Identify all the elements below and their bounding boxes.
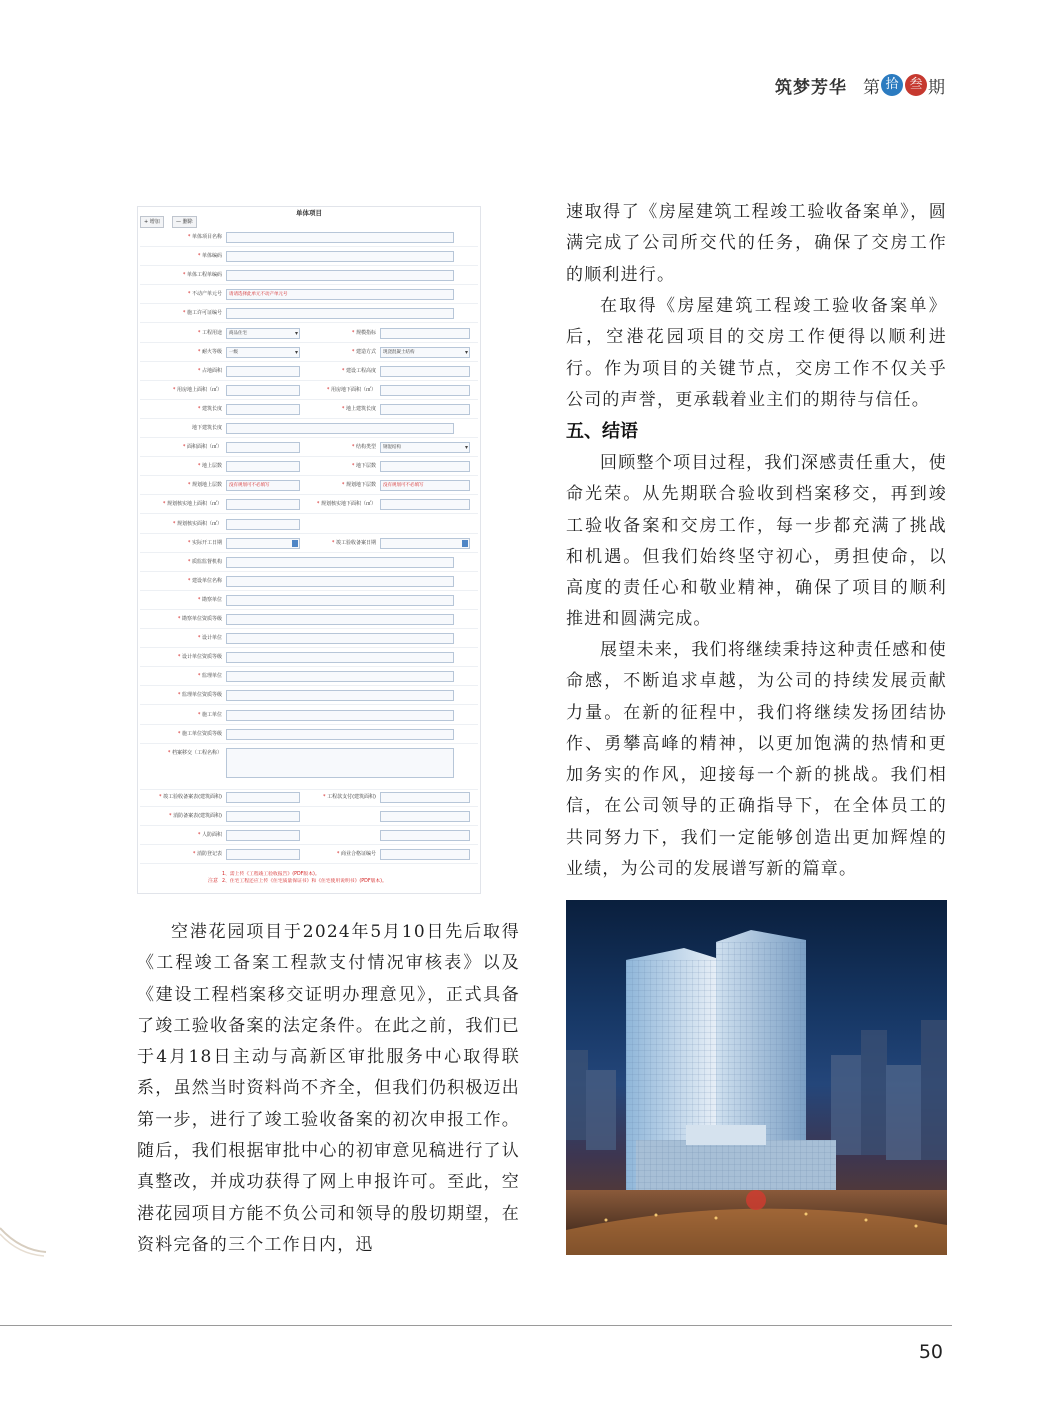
form-note-line-1: 1、需上传《工程竣工验收报告》(PDF版本)。 — [222, 872, 320, 877]
required-mark: * — [187, 577, 192, 584]
required-mark: * — [197, 673, 202, 680]
form-row — [140, 305, 478, 323]
form-field-input — [380, 830, 470, 841]
form-field-label-text: 规划地上层数 — [191, 482, 222, 489]
form-field-input — [226, 461, 300, 472]
form-row — [140, 267, 478, 285]
form-field-label-text: 用房地下面积（㎡） — [330, 386, 376, 393]
building-photo — [566, 900, 947, 1255]
form-field-label — [306, 405, 376, 412]
form-field-input — [380, 461, 470, 472]
required-mark: * — [197, 831, 202, 838]
right-paragraph-1: 速取得了《房屋建筑工程竣工验收备案单》，圆满完成了公司所交代的任务，确保了交房工作的顺利进行。 — [566, 202, 947, 285]
form-field-label-text: 用房地上面积（㎡） — [176, 386, 222, 393]
form-field-label-text: 地下层数 — [355, 463, 376, 470]
form-field-label — [140, 500, 222, 507]
form-row — [140, 439, 478, 457]
form-field-input: 请请选择此单元不动产单元号 — [226, 289, 454, 300]
form-field-input — [226, 538, 300, 549]
form-field-label-text: 竣工验收备案表(建筑面积) — [163, 793, 222, 800]
form-row — [140, 745, 478, 790]
form-field-label — [140, 424, 222, 431]
footer-rule — [0, 1325, 952, 1326]
form-field-label — [140, 634, 222, 641]
form-field-label-text: 结构类型 — [355, 444, 376, 451]
required-mark: * — [177, 654, 182, 661]
required-mark: * — [197, 348, 202, 355]
form-field-label — [306, 367, 376, 374]
form-field-input: 钢混结构 ▾ — [380, 442, 470, 453]
decorative-swoosh — [0, 1220, 48, 1260]
form-row — [140, 808, 478, 826]
required-mark: * — [177, 616, 182, 622]
required-mark: * — [192, 851, 197, 857]
remove-button: — 删除 — [172, 216, 197, 228]
form-field-label — [140, 386, 222, 393]
form-field-label — [306, 850, 376, 857]
form-row — [140, 668, 478, 686]
issue-suffix: 期 — [928, 77, 945, 98]
form-field-label-text: 建设单位名称 — [191, 577, 222, 584]
form-field-label-text: 工程用途 — [201, 329, 222, 336]
form-row — [140, 229, 478, 247]
form-field-input — [226, 557, 454, 568]
form-field-label — [140, 539, 222, 546]
form-row — [140, 611, 478, 629]
form-field-input — [380, 366, 470, 377]
form-field-input — [380, 811, 470, 822]
form-field-label — [140, 367, 222, 374]
form-row — [140, 516, 478, 534]
required-mark: * — [336, 851, 341, 857]
form-field-label-text: 竣工验收备案日期 — [335, 539, 376, 546]
form-field-input — [380, 792, 470, 803]
building-illustration — [566, 900, 947, 1255]
form-field-label — [306, 329, 376, 336]
required-mark: * — [197, 463, 202, 470]
required-mark: * — [172, 520, 177, 527]
form-field-label-text: 单体工程单编码 — [186, 272, 222, 279]
form-field-label-text: 单体项目名称 — [191, 234, 222, 240]
form-field-label-text: 设计单位资质等级 — [181, 654, 222, 661]
form-field-input — [226, 792, 300, 803]
form-field-input — [226, 366, 300, 377]
form-field-label — [306, 539, 376, 546]
required-mark: * — [182, 272, 187, 279]
form-field-input — [226, 811, 300, 822]
issue-number — [863, 73, 945, 98]
form-field-input — [226, 595, 454, 606]
required-mark: * — [197, 253, 202, 260]
form-field-label — [140, 812, 222, 819]
form-field-label — [306, 443, 376, 450]
form-field-input — [380, 328, 470, 339]
add-button: + 增加 — [140, 216, 164, 228]
form-title: 单体项目 — [296, 209, 322, 217]
form-field-label — [140, 577, 222, 584]
required-mark: * — [341, 405, 346, 412]
form-field-label — [140, 462, 222, 469]
form-row — [140, 827, 478, 845]
required-mark: * — [162, 501, 167, 508]
required-mark: * — [197, 405, 202, 412]
left-paragraph: 空港花园项目于2024年5月10日先后取得《工程竣工备案工程款支付情况审核表》以及《建设工程档案移交证明办理意见》，正式具备了竣工验收备案的法定条件。在此之前，我们已于4月18日主动与高新区审批服务中心取得联系，虽然当时资料尚不齐全，但我们仍积极迈出第一步，进行了竣工验收备案的初次申报工作。随后，我们根据审批中心的初审意见稿进行了认真整改，并成功获得了网上申报许可。至此，空港花园项目方能不负公司和领导的殷切期望，在资料完备的三个工作日内，迅 — [137, 922, 520, 1255]
form-field-label-text: 单体编码 — [201, 253, 222, 260]
required-mark: * — [351, 444, 356, 451]
page-number: 50 — [918, 1341, 943, 1363]
form-row — [140, 382, 478, 400]
form-field-label-text: 人防面积 — [201, 831, 222, 838]
form-field-label-text: 地下建筑长度 — [191, 425, 222, 431]
form-field-input — [380, 385, 470, 396]
form-field-label-text: 规模指标 — [355, 329, 376, 336]
form-field-label-text: 消防登记表 — [196, 851, 222, 857]
form-field-input — [226, 729, 454, 740]
required-mark: * — [187, 539, 192, 546]
form-field-label — [306, 500, 376, 507]
form-field-label — [140, 850, 222, 857]
issue-char-1: 拾 — [881, 74, 903, 96]
form-field-label-text: 施工许可证编号 — [186, 310, 222, 317]
form-field-label-text: 监理单位资质等级 — [181, 692, 222, 699]
form-field-label-text: 不动产单元号 — [191, 291, 222, 298]
form-screenshot — [137, 206, 481, 894]
form-field-label — [140, 520, 222, 527]
form-row — [140, 846, 478, 864]
form-field-label — [140, 730, 222, 737]
form-field-label-text: 占地面积 — [201, 367, 222, 374]
form-field-label-text: 规划核实面积（㎡） — [176, 520, 222, 527]
form-field-label-text: 面积面积（㎡） — [186, 444, 222, 451]
form-row — [140, 573, 478, 591]
form-row — [140, 630, 478, 648]
form-row — [140, 344, 478, 362]
form-field-input — [226, 270, 454, 281]
form-field-label — [140, 558, 222, 565]
form-field-label — [140, 233, 222, 240]
required-mark: * — [187, 482, 192, 489]
required-mark: * — [182, 444, 187, 451]
form-field-input — [226, 830, 300, 841]
form-row — [140, 458, 478, 476]
form-field-label — [140, 831, 222, 838]
form-field-label — [140, 749, 222, 756]
form-row — [140, 592, 478, 610]
form-field-input — [226, 423, 454, 434]
form-field-label — [140, 309, 222, 316]
form-field-input — [226, 404, 300, 415]
required-mark: * — [159, 793, 164, 800]
form-field-label-text: 勘察单位资质等级 — [181, 616, 222, 622]
form-row — [140, 496, 478, 514]
form-field-label — [140, 653, 222, 660]
page-header — [775, 70, 945, 100]
form-row — [140, 401, 478, 419]
required-mark: * — [187, 558, 192, 565]
required-mark: * — [351, 348, 356, 355]
form-field-label — [306, 462, 376, 469]
form-field-input — [226, 499, 300, 510]
form-field-label-text: 商业合格证编号 — [340, 851, 376, 857]
form-field-label — [306, 348, 376, 355]
form-field-input — [226, 748, 454, 778]
form-row — [140, 726, 478, 744]
form-field-label-text: 建筑长度 — [201, 405, 222, 412]
form-field-input — [380, 538, 470, 549]
form-note-label: 注意 — [208, 878, 219, 884]
required-mark: * — [197, 711, 202, 718]
required-mark: * — [187, 234, 192, 240]
required-mark: * — [167, 749, 172, 756]
form-field-input: 现浇混凝土结构 ▾ — [380, 347, 470, 358]
form-field-label-text: 规划核实地上面积（㎡） — [166, 501, 222, 508]
issue-prefix: 第 — [863, 77, 880, 98]
form-field-label — [140, 348, 222, 355]
form-row — [140, 687, 478, 705]
form-field-label — [140, 691, 222, 698]
form-field-label — [140, 329, 222, 336]
form-field-label-text: 设计单位 — [201, 635, 222, 642]
form-field-input — [226, 690, 454, 701]
required-mark: * — [351, 463, 356, 470]
form-field-label — [140, 481, 222, 488]
required-mark: * — [326, 386, 331, 393]
form-field-input — [226, 576, 454, 587]
required-mark: * — [341, 367, 346, 374]
form-field-input — [226, 232, 454, 243]
form-field-label-text: 实际开工日期 — [191, 539, 222, 546]
form-field-input — [226, 308, 454, 319]
form-field-label — [140, 405, 222, 412]
form-field-input — [380, 404, 470, 415]
form-field-label-text: 规划核实地下面积（㎡） — [320, 501, 376, 508]
form-field-label — [140, 793, 222, 800]
form-row — [140, 477, 478, 495]
required-mark: * — [177, 730, 182, 737]
form-field-label — [140, 596, 222, 603]
form-row — [140, 649, 478, 667]
form-field-input — [226, 442, 300, 453]
required-mark: * — [172, 386, 177, 393]
publication-name: 筑梦芳华 — [775, 77, 847, 98]
form-row — [140, 420, 478, 438]
required-mark: * — [341, 482, 346, 489]
form-note-line-2: 2、住宅工程还应上传《住宅质量保证书》和《住宅使用说明书》(PDF版本)。 — [222, 879, 387, 884]
required-mark: * — [197, 367, 202, 374]
form-field-label-text: 施工单位 — [201, 711, 222, 718]
form-field-label-text: 建造方式 — [355, 348, 376, 355]
form-row — [140, 286, 478, 304]
form-field-label-text: 地上建筑长度 — [345, 405, 376, 412]
form-field-input — [226, 710, 454, 721]
form-row — [140, 554, 478, 572]
form-field-label-text: 建设工程高度 — [345, 367, 376, 374]
form-field-input — [380, 499, 470, 510]
form-field-label — [140, 711, 222, 718]
required-mark: * — [187, 291, 192, 298]
required-mark: * — [177, 692, 182, 699]
form-field-input — [226, 652, 454, 663]
form-field-label-text: 质监监督机构 — [191, 558, 222, 565]
required-mark: * — [316, 501, 321, 508]
form-field-label-text: 消防备案表(建筑面积) — [173, 812, 222, 819]
form-field-input — [226, 671, 454, 682]
form-field-label — [140, 252, 222, 259]
right-paragraph-2: 在取得《房屋建筑工程竣工验收备案单》后，空港花园项目的交房工作便得以顺利进行。作为项目的关键节点，交房工作不仅关乎公司的声誉，更承载着业主们的期待与信任。 — [566, 296, 947, 410]
form-field-label — [306, 481, 376, 488]
form-note — [222, 871, 387, 885]
required-mark: * — [351, 329, 356, 336]
form-field-label — [306, 793, 376, 800]
form-row — [140, 363, 478, 381]
form-field-label — [140, 443, 222, 450]
form-field-label — [140, 271, 222, 278]
form-row — [140, 707, 478, 725]
right-paragraph-4: 展望未来，我们将继续秉持这种责任感和使命感，不断追求卓越，为公司的持续发展贡献力量。在新的征程中，我们将继续发扬团结协作、勇攀高峰的精神，以更加饱满的热情和更加务实的作风，迎接每一个新的挑战。我们相信，在公司领导的正确指导下，在全体员工的共同努力下，我们一定能够创造出更加辉煌的业绩，为公司的发展谱写新的篇章。 — [566, 640, 947, 880]
required-mark: * — [323, 793, 328, 800]
form-field-input: 没有规划可不必填写 — [380, 480, 470, 491]
form-field-label-text: 档案移交（工程名称） — [171, 749, 222, 756]
form-field-label — [140, 290, 222, 297]
right-paragraph-3: 回顾整个项目过程，我们深感责任重大，使命光荣。从先期联合验收到档案移交，再到竣工验收备案和交房工作，每一步都充满了挑战和机遇。但我们始终坚守初心，勇担使命，以高度的责任心和敬业精神，确保了项目的顺利推进和圆满完成。 — [566, 453, 947, 630]
form-field-label-text: 地上层数 — [201, 463, 222, 470]
form-field-label-text: 耐火等级 — [201, 348, 222, 355]
form-field-label — [306, 386, 376, 393]
form-row — [140, 248, 478, 266]
required-mark: * — [197, 329, 202, 336]
required-mark: * — [331, 539, 336, 546]
issue-char-2: 叁 — [905, 74, 927, 96]
required-mark: * — [197, 635, 202, 642]
form-field-input — [226, 849, 300, 860]
form-field-label-text: 施工单位资质等级 — [181, 730, 222, 737]
form-row — [140, 535, 478, 553]
form-field-input — [226, 251, 454, 262]
form-field-label — [140, 672, 222, 679]
required-mark: * — [182, 310, 187, 317]
form-field-input — [226, 614, 454, 625]
form-field-input: 没有规划可不必填写 — [226, 480, 300, 491]
required-mark: * — [169, 812, 174, 819]
form-row — [140, 325, 478, 343]
form-field-label — [140, 615, 222, 622]
form-field-input: 一级 ▾ — [226, 347, 300, 358]
form-field-input — [226, 519, 300, 530]
form-row — [140, 789, 478, 807]
form-field-input — [226, 633, 454, 644]
form-field-input: 商品住宅 ▾ — [226, 328, 300, 339]
form-field-input — [380, 849, 470, 860]
form-field-label-text: 工程款支付(建筑面积) — [327, 793, 376, 800]
form-field-input — [226, 385, 300, 396]
form-field-label-text: 监理单位 — [201, 673, 222, 680]
form-field-label-text: 规划地下层数 — [345, 482, 376, 489]
required-mark: * — [197, 596, 202, 603]
section-title: 五、结语 — [566, 421, 638, 442]
form-field-label-text: 勘察单位 — [201, 596, 222, 603]
